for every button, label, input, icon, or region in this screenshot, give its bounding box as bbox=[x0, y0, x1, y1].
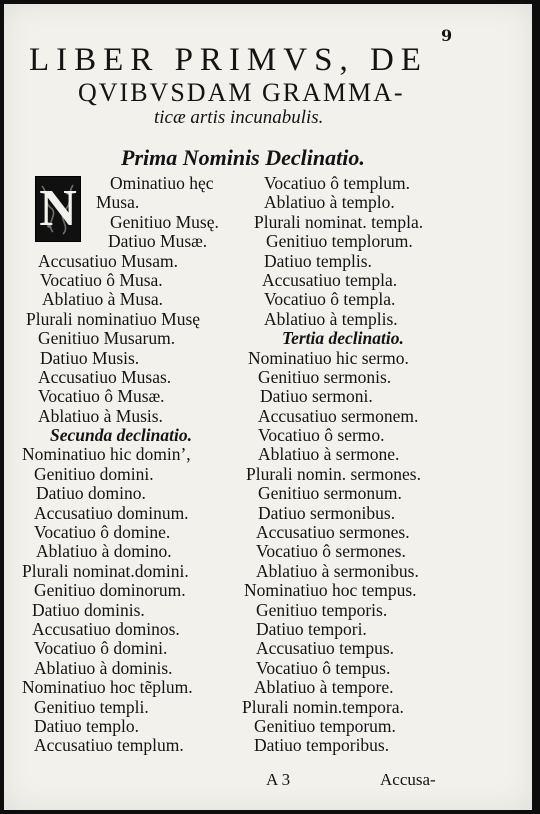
text-line: Ablatiuo à sermonibus. bbox=[256, 560, 419, 581]
text-line: Datiuo dominis. bbox=[32, 599, 145, 620]
text-line: Ablatiuo à tempore. bbox=[254, 677, 394, 698]
text-line: Vocatiuo ô sermones. bbox=[256, 541, 406, 562]
text-line: Accusatiuo Musam. bbox=[38, 250, 178, 271]
text-line: Accusatiuo tempus. bbox=[256, 638, 395, 659]
text-line: Datiuo temporibus. bbox=[254, 735, 390, 756]
text-line: Datiuo tempori. bbox=[256, 618, 367, 639]
text-line: Ablatiuo à dominis. bbox=[34, 657, 173, 678]
text-line: Accusatiuo sermones. bbox=[256, 522, 410, 543]
text-line: Genitiuo Musarum. bbox=[38, 328, 176, 349]
text-line: Genitiuo sermonis. bbox=[258, 366, 392, 387]
folio-number: 9 bbox=[441, 26, 453, 45]
text-line: Plurali nomin.tempora. bbox=[242, 696, 404, 717]
right-text-column bbox=[242, 174, 477, 756]
section-title: Prima Nominis Declinatio. bbox=[121, 145, 365, 170]
text-line: Vocatiuo ô Musæ. bbox=[38, 386, 165, 407]
text-line: Plurali nominat.domini. bbox=[22, 560, 189, 581]
text-line: Ablatiuo à domino. bbox=[36, 541, 172, 562]
text-line: Plurali nomin. sermones. bbox=[246, 463, 421, 484]
initial-letter: N bbox=[39, 180, 77, 237]
text-line: Genitiuo templi. bbox=[34, 696, 149, 717]
text-line: Datiuo sermoni. bbox=[260, 386, 373, 407]
page-heading-line-3: ticæ artis incunabulis. bbox=[154, 107, 324, 128]
text-line: Vocatiuo ô sermo. bbox=[258, 425, 385, 446]
text-line: Genitiuo domini. bbox=[34, 463, 154, 484]
text-line: Nominatiuo hoc tempus. bbox=[244, 580, 417, 601]
text-line: Ablatiuo à Musa. bbox=[42, 289, 164, 310]
text-line: Accusatiuo dominos. bbox=[32, 618, 180, 639]
text-line: Ablatiuo à Musis. bbox=[38, 405, 163, 426]
text-line: Ominatiuo hęc bbox=[110, 173, 214, 193]
text-line: Genitiuo temporis. bbox=[256, 599, 388, 620]
text-line: Genitiuo dominorum. bbox=[34, 580, 186, 601]
book-page bbox=[4, 4, 532, 810]
text-line: Datiuo domino. bbox=[36, 483, 146, 504]
text-line: Datiuo Musæ. bbox=[108, 231, 208, 252]
text-line: Vocatiuo ô templa. bbox=[264, 289, 396, 310]
text-line: Datiuo templo. bbox=[34, 715, 139, 736]
page-heading-line-1: LIBER PRIMVS, DE bbox=[29, 42, 428, 78]
text-line: Musa. bbox=[96, 192, 140, 213]
text-line: Genitiuo templorum. bbox=[266, 231, 413, 252]
text-line: Genitiuo temporum. bbox=[254, 715, 396, 736]
text-line: Genitiuo sermonum. bbox=[258, 483, 402, 504]
text-line: Vocatiuo ô Musa. bbox=[40, 269, 163, 290]
text-line: Nominatiuo hoc tẽplum. bbox=[22, 677, 193, 698]
text-line: Accusatiuo templum. bbox=[34, 735, 184, 756]
text-line: Datiuo templis. bbox=[264, 250, 372, 271]
text-line: Accusatiuo templa. bbox=[262, 269, 398, 290]
text-line: Nominatiuo hic sermo. bbox=[248, 347, 409, 368]
text-line: Datiuo Musis. bbox=[40, 347, 140, 368]
text-line: Ablatiuo à templo. bbox=[264, 192, 395, 213]
page-heading-line-2: QVIBVSDAM GRAMMA- bbox=[78, 78, 405, 107]
left-text-column bbox=[22, 174, 247, 756]
text-line: Vocatiuo ô domini. bbox=[34, 638, 168, 659]
signature-mark: A 3 bbox=[266, 770, 291, 789]
text-line: Accusatiuo sermonem. bbox=[258, 405, 419, 426]
text-line: Plurali nominatiuo Musę bbox=[26, 308, 201, 329]
catchword: Accusa- bbox=[380, 770, 436, 789]
text-line: Vocatiuo ô domine. bbox=[34, 522, 171, 543]
text-line: Plurali nominat. templa. bbox=[254, 211, 424, 232]
text-line: Accusatiuo dominum. bbox=[34, 502, 189, 523]
declension-heading: Tertia declinatio. bbox=[282, 328, 404, 349]
text-line: Vocatiuo ô tempus. bbox=[256, 657, 391, 678]
text-line: Genitiuo Musę. bbox=[110, 211, 219, 232]
text-line: Datiuo sermonibus. bbox=[258, 502, 396, 523]
text-line: Ablatiuo à sermone. bbox=[258, 444, 400, 465]
text-line: Vocatiuo ô templum. bbox=[264, 173, 410, 193]
text-line: Ablatiuo à templis. bbox=[264, 308, 398, 329]
decorated-initial bbox=[35, 176, 81, 242]
declension-heading: Secunda declinatio. bbox=[50, 425, 192, 446]
text-line: Nominatiuo hic domin’, bbox=[22, 444, 191, 465]
text-line: Accusatiuo Musas. bbox=[38, 366, 172, 387]
